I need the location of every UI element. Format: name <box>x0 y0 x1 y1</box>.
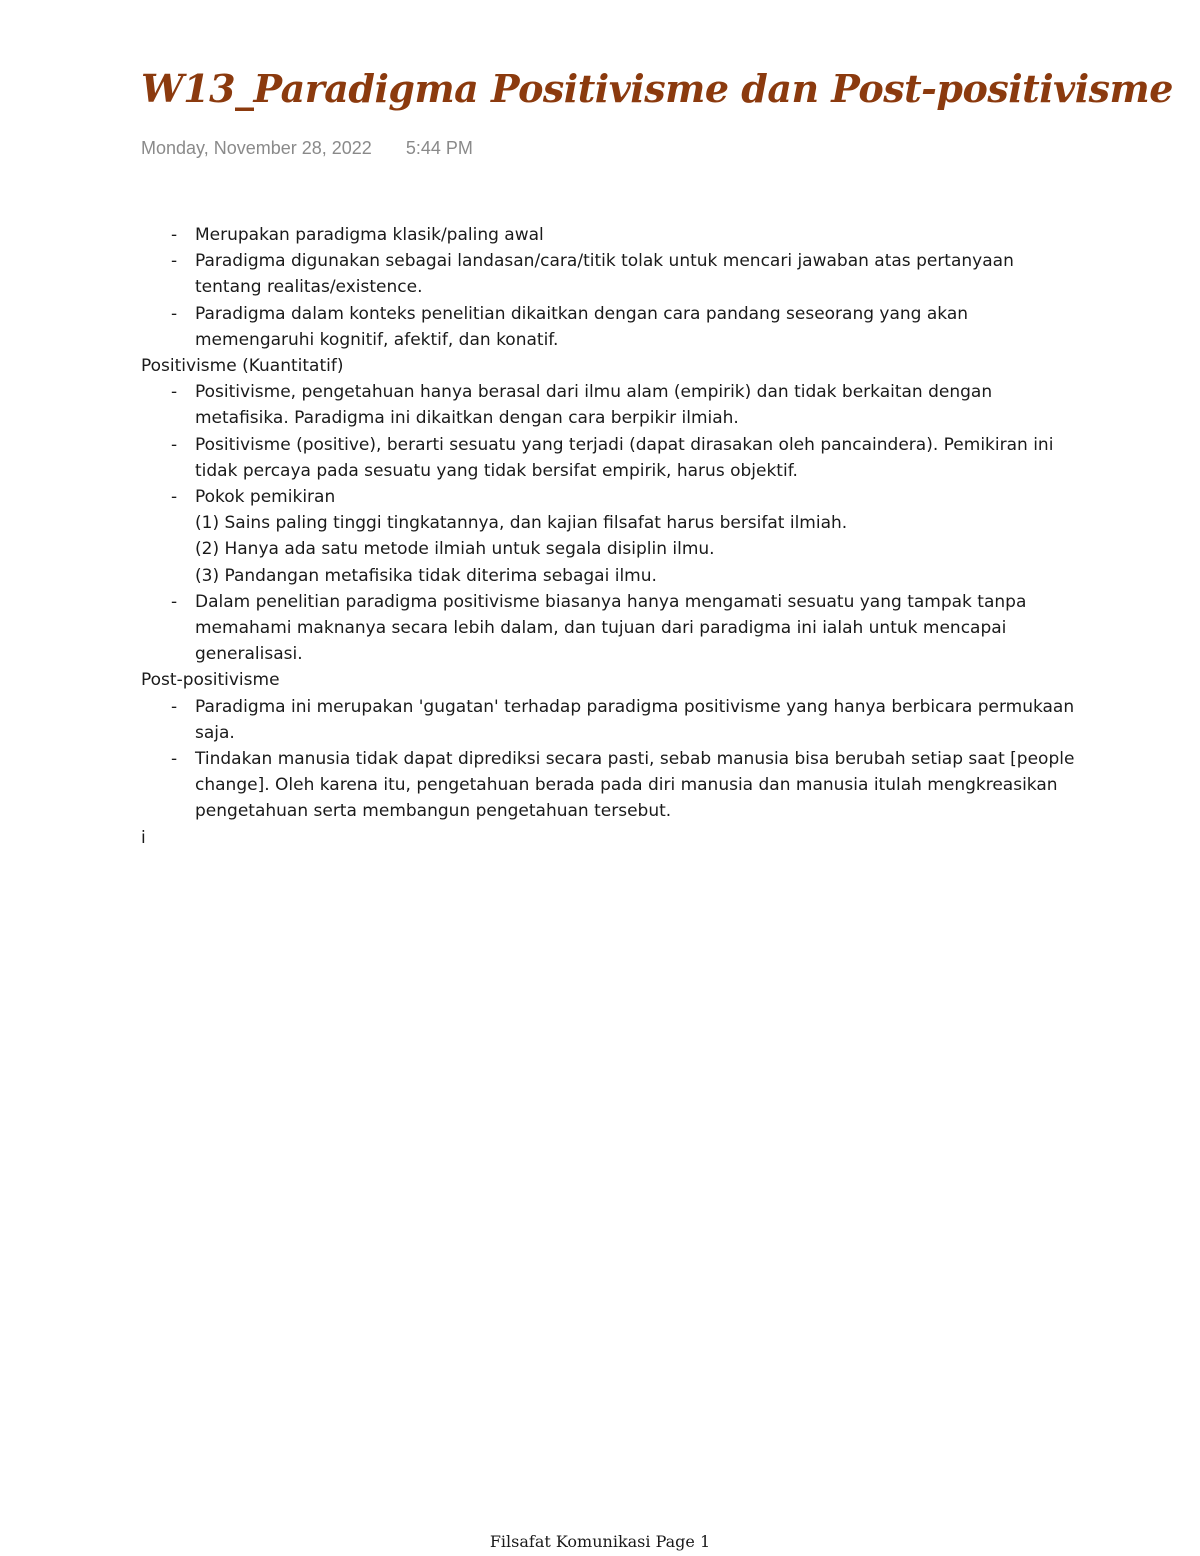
note-date: Monday, November 28, 2022 <box>141 138 372 158</box>
positivisme-bullet: - Dalam penelitian paradigma positivisme biasanya hanya mengamati sesuatu yang tampak tanpa memahami maknanya secara lebih dalam, dan tujuan dari paradigma ini ialah untuk mencapai generalisasi. <box>195 589 1081 668</box>
page-title: W13_Paradigma Positivisme dan Post-positivisme <box>141 66 1173 111</box>
positivisme-bullet: - Positivisme (positive), berarti sesuatu yang terjadi (dapat dirasakan oleh pancaindera). Pemikiran ini tidak percaya pada sesuatu yang tidak bersifat empirik, harus objektif. <box>195 432 1081 484</box>
pokok-pemikiran-label: - Pokok pemikiran <box>195 487 336 508</box>
note-metadata <box>141 138 473 159</box>
note-time: 5:44 PM <box>405 138 473 158</box>
intro-bullet: - Merupakan paradigma klasik/paling awal <box>195 222 1081 248</box>
intro-bullet-list <box>141 222 1081 353</box>
post-positivisme-heading: Post-positivisme <box>141 670 280 691</box>
page-footer: Filsafat Komunikasi Page 1 <box>489 1532 711 1551</box>
pokok-point: (1) Sains paling tinggi tingkatannya, dan kajian filsafat harus bersifat ilmiah. <box>195 513 848 534</box>
pokok-point: (2) Hanya ada satu metode ilmiah untuk segala disiplin ilmu. <box>195 539 715 560</box>
pokok-pemikiran-bullet <box>195 484 1081 589</box>
post-positivisme-bullet: - Paradigma ini merupakan 'gugatan' terhadap paradigma positivisme yang hanya berbicara permukaan saja. <box>195 694 1081 746</box>
pokok-point: (3) Pandangan metafisika tidak diterima sebagai ilmu. <box>195 565 657 586</box>
positivisme-bullet-list <box>141 379 1081 667</box>
intro-bullet: - Paradigma digunakan sebagai landasan/cara/titik tolak untuk mencari jawaban atas pertanyaan tentang realitas/existence. <box>195 248 1081 300</box>
positivisme-heading: Positivisme (Kuantitatif) <box>141 356 344 377</box>
trailing-text: i <box>141 827 146 848</box>
post-positivisme-bullet: - Tindakan manusia tidak dapat diprediksi secara pasti, sebab manusia bisa berubah setiap saat [people change]. Oleh karena itu, pengetahuan berada pada diri manusia dan manusia itulah mengkreasikan pengetahuan serta membangun pengetahuan tersebut. <box>195 746 1081 825</box>
post-positivisme-bullet-list <box>141 694 1081 825</box>
positivisme-bullet: - Positivisme, pengetahuan hanya berasal dari ilmu alam (empirik) dan tidak berkaitan dengan metafisika. Paradigma ini dikaitkan dengan cara berpikir ilmiah. <box>195 379 1081 431</box>
intro-bullet: - Paradigma dalam konteks penelitian dikaitkan dengan cara pandang seseorang yang akan memengaruhi kognitif, afektif, dan konatif. <box>195 301 1081 353</box>
note-body <box>141 222 1081 851</box>
